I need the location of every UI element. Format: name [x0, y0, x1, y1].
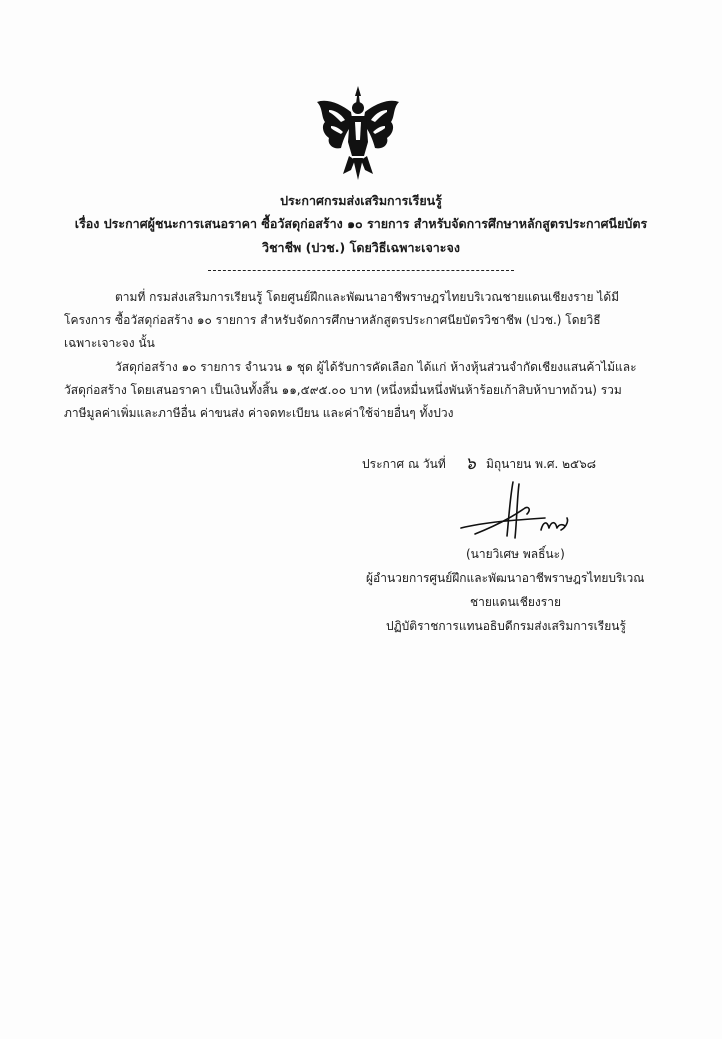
announce-date-day: ๖: [465, 454, 476, 474]
divider-line: [208, 270, 514, 271]
announce-date-prefix: ประกาศ ณ วันที่: [362, 457, 446, 471]
paragraph-1-line-3: เฉพาะเจาะจง นั้น: [64, 336, 155, 350]
paragraph-2-line-1: วัสดุก่อสร้าง ๑๐ รายการ จำนวน ๑ ชุด ผู้ได้รับการคัดเลือก ได้แก่ ห้างหุ้นส่วนจำกัดเชียงแสนค้าไม้และ: [115, 360, 637, 374]
handwritten-signature: [455, 478, 585, 548]
signatory-position-line-1: ผู้อำนวยการศูนย์ฝึกและพัฒนาอาชีพราษฎรไทยบริเวณ: [366, 571, 645, 585]
paragraph-2-line-3: ภาษีมูลค่าเพิ่มและภาษีอื่น ค่าขนส่ง ค่าจดทะเบียน และค่าใช้จ่ายอื่นๆ ทั้งปวง: [64, 406, 454, 420]
subject-line-1: เรื่อง ประกาศผู้ชนะการเสนอราคา ซื้อวัสดุก่อสร้าง ๑๐ รายการ สำหรับจัดการศึกษาหลักสูตรประกาศนียบัตร: [74, 216, 648, 231]
garuda-emblem-icon: [313, 82, 403, 182]
subject-line-2: วิชาชีพ (ปวช.) โดยวิธีเฉพาะเจาะจง: [262, 240, 460, 255]
signatory-position-line-3: ปฏิบัติราชการแทนอธิบดีกรมส่งเสริมการเรียนรู้: [386, 619, 626, 633]
paragraph-1-line-2: โครงการ ซื้อวัสดุก่อสร้าง ๑๐ รายการ สำหรับจัดการศึกษาหลักสูตรประกาศนียบัตรวิชาชีพ (ปวช.) โดยวิธี: [64, 313, 601, 327]
signatory-position-line-2: ชายแดนเชียงราย: [470, 595, 561, 609]
announce-date-month-year: มิถุนายน พ.ศ. ๒๕๖๘: [486, 457, 597, 471]
paragraph-1-line-1: ตามที่ กรมส่งเสริมการเรียนรู้ โดยศูนย์ฝึกและพัฒนาอาชีพราษฎรไทยบริเวณชายแดนเชียงราย ได้มี: [115, 290, 620, 304]
announcement-title: ประกาศกรมส่งเสริมการเรียนรู้: [280, 193, 442, 208]
signatory-name: (นายวิเศษ พลธิ์นะ): [466, 547, 565, 561]
paragraph-2-line-2: วัสดุก่อสร้าง โดยเสนอราคา เป็นเงินทั้งสิ้น ๑๑,๕๙๕.๐๐ บาท (หนึ่งหมื่นหนึ่งพันห้าร้อยเก้าสิบห้าบาทถ้วน) รวม: [64, 383, 622, 397]
